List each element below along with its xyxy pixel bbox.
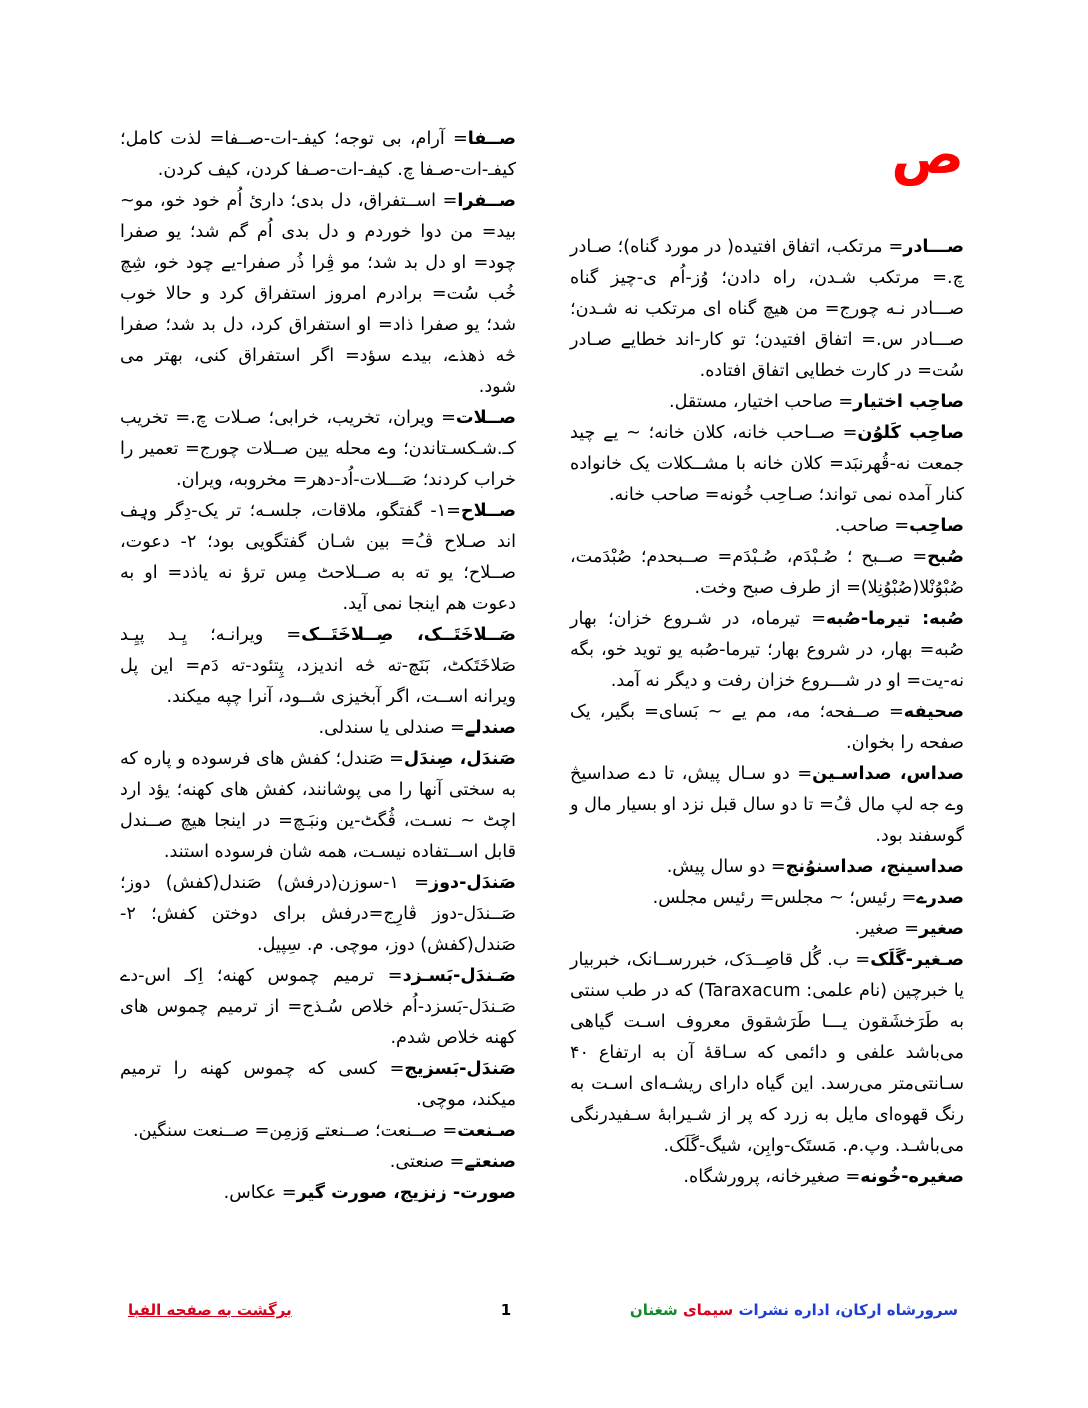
credit-publisher: اداره نشرات [738,1301,830,1319]
entry-headword: صــلاح [460,501,516,521]
dictionary-entry [570,511,964,542]
entry-definition: = صــنعت؛ صــنعتے وَزمِن= صــنعت سنگین. [133,1121,458,1141]
left-column [120,124,516,1209]
entry-headword: صُبه: تیرما-صُبه [826,609,965,629]
entry-definition: = تیرماه، در شـروع خزان؛ بهار صُبه= بهار، در شروع بهار؛ تیرما-صُبه یو تويد خو، بگه نه-یت= او در شـــروع خزان رفت و دیگر نه آمد. [570,609,964,691]
entry-headword: صحیفه [903,702,964,722]
entry-headword: صَندَل-بَسزیج [404,1059,516,1079]
dictionary-entry [570,1162,964,1193]
entry-headword: صاحِب کَلوُن [857,423,965,443]
entry-definition: = رئیس؛ ~ مجلس= رئیس مجلس. [652,888,917,908]
entry-headword: صَــلاخَتَــک، صِــلاخَتَــک [301,625,517,645]
entry-headword: صـــادر [903,237,964,257]
entry-definition: = ویرانـه؛ یِـد پیِـد صَلاخَتَکٹ، بَنَچ-ته څه اندیزد، پِتئود-ته دَم= این پل ویرانه اســت، اگر آبخیزی شــود، آنرا چپه میکند. [120,625,516,707]
entry-definition: =۱- گفتگو، ملاقات، جلسـه؛ تر یک-دِگر وہِف اند صـلاح ڤُ= بین شـان گفتگویی بود؛ ۲- دعوت، صــلاح؛ یو ته به صــلاحٹ مِس ترؤ نه یاذد= او به دعوت هم اینجا نمی آید. [120,501,516,614]
entry-headword: صغیر [918,919,964,939]
entry-headword: صنعتے [464,1152,516,1172]
entry-definition: = صاحب. [834,516,910,536]
dictionary-entry [570,852,964,883]
dictionary-entry [570,418,964,511]
entry-definition: = عکاس. [223,1183,297,1203]
dictionary-entry [120,1116,516,1147]
entry-definition: = صَندل؛ کفش های فرسوده و پاره که به سختی آنها را می پوشانند، کفش های کهنه؛ یؤد ارد اچٹ ~ نسـت، ڤُگٹ-ین ونبَـچ= در اینجا هیچ صــندل قابل اســتفاده نیسـت، همه شان فرسوده استند. [120,749,516,862]
dictionary-entry [570,697,964,759]
entry-definition: = صــفحه؛ مه، مم یے ~ بَسای= بگیر، یک صفحه را بخوان. [570,702,964,753]
back-to-alphabet-link[interactable]: برگشت به صفحه الفبا [128,1301,292,1319]
dictionary-entry [570,604,964,697]
entry-definition: = ب. گُل قاصِــدَک، خبررســانک، خبربیار یا خبرچین (نام علمی: Taraxacum) که در طب سنتی به طَرَخشَقون یـــا طَرَشقوق معروف اسـت گیاهی می‌باشد علفی و دائمی که سـاقهٔ آن به ارتفاع ۴۰ سـانتی‌متر می‌رسد. این گیاه دارای ریشـه‌ای اسـت به رنگ قهوه‌ای مایل به زرد که پر از شـیرابهٔ سـفیدرنگی می‌باشـد. وپ.م. مَستَک-وابِن، شیگ-گَلَک. [570,950,964,1156]
entry-definition: = صاحب اختیار، مستقل. [669,392,854,412]
dictionary-entry [120,1147,516,1178]
entry-definition: = صــاحب خانه، کلان خانه؛ ~ یے چید جمعت نه-قُهرنبَد= کلان خانه با مشــکلات یک خانواده کنار آمده نمی تواند؛ صـاحِب خُونه= صاحب خانه. [570,423,964,505]
entry-definition: = صغیر. [854,919,919,939]
entry-headword: صَندَل-دوز [428,873,516,893]
footer-credit [630,1297,958,1323]
dictionary-entry [120,744,516,868]
entry-headword: صـنعت [457,1121,516,1141]
entry-definition: = ترمیم چموس کهنه؛ اِکـ اس-دے صَـندَل-بَسزد-اُم خلاص سُـذج= از ترمیم چموس های کهنه خلاص شدم. [120,966,516,1048]
dictionary-entry [570,914,964,945]
entry-definition: = کسی که چموس کهنه را ترمیم میکند، موچی. [120,1059,516,1110]
entry-headword: صاحِب اختیار [853,392,964,412]
section-letter-heading: ص [891,123,964,186]
dictionary-entry [570,387,964,418]
entry-headword: صاحِب [909,516,964,536]
entry-headword: صداس، صداسـین [812,764,964,784]
entry-headword: صغیره-خُونه [860,1167,964,1187]
entry-definition: = صغیرخانه، پرورشگاه. [683,1167,861,1187]
dictionary-entry [120,961,516,1054]
page-number: 1 [500,1301,512,1319]
dictionary-entry [120,496,516,620]
right-column [570,232,964,1193]
entry-headword: صندلے [464,718,516,738]
entry-headword: صُبح [927,547,964,567]
dictionary-entry [570,542,964,604]
dictionary-entry [120,186,516,403]
dictionary-entry [120,620,516,713]
entry-headword: صــلات [455,408,516,428]
entry-definition: = ۱-سوزن(درفش) صَندل(کفش) دوز؛ صَــندَل-دوز ڤارِج=درفش برای دوختن کفش؛ ۲- صَندل(کفش) دوز، موچی. م. سِپیل. [120,873,516,955]
entry-headword: صداسینج، صداسنوُنج [785,857,964,877]
entry-headword: صـغیر-گَلَک [870,950,964,970]
entry-headword: صَندَل، صِندَل [403,749,516,769]
entry-definition: = صندلی یا سندلی. [318,718,465,738]
entry-headword: صــفرا [457,191,516,211]
entry-headword: صدرے [916,888,964,908]
entry-definition: = صنعتی. [389,1152,465,1172]
credit-brand-green: شغنان [629,1301,678,1319]
entry-definition: = دو سال پیش. [666,857,786,877]
dictionary-entry [570,232,964,387]
dictionary-entry [120,403,516,496]
entry-headword: صــفا [467,129,516,149]
dictionary-entry [120,868,516,961]
dictionary-entry [120,1054,516,1116]
dictionary-entry [120,713,516,744]
entry-definition: = ویران، تخریب، خرابی؛ صـلات چ.= تخریب کـ.شـکسـتاندن؛ وے محله یین صــلات چورج= تعمیر را خراب کردند؛ صَـــلات-اُد-دهر= مخروبه، ویران. [120,408,516,490]
dictionary-entry [570,945,964,1162]
entry-definition: = مرتکب، اتفاق افتیده( در مورد گناه)؛ صـادر چ.= مرتکب شـدن، راه دادن؛ وُز-اُم ی-چیز گناه صـــادر نـه چورج= من هیچ گناه ای مرتکب نه شـدن؛ صـــادر س.= اتفاق افتیدن؛ تو کار-اند خطایے صـادر سُت= در کارت خطایی اتفاق افتاده. [570,237,964,381]
entry-definition: = دو سـال پیش، تا دے صداسیڅ وے جه لپ مال ڤُ= تا دو سال قبل نزد او بسیار مال و گوسفند بود. [570,764,964,846]
entry-headword: صورت- زنزیج، صورت گیر [296,1183,516,1203]
dictionary-entry [570,759,964,852]
credit-author: سرورشاه ارکان، [834,1301,958,1319]
entry-definition: = صــبح ؛ صُـبْدَم، صُـبْدَم= صــبحدم؛ صُبْدَمت، صُبْوُنْلا(صُبْوُنِلا)= از طرف صبح وخت. [570,547,964,598]
entry-headword: صَـندَل-بَسـزد [402,966,516,986]
dictionary-entry [570,883,964,914]
entry-definition: = اســتفراق، دل بدی؛ داریٔ اُم خود خو، مو~ بید= من دوا خوردم و دل بدی اُم گم شد؛ یو صفرا چود= او دل بد شد؛ مو ڤِرا ذُر صفرا-یے چود خو، شِچ خُب سُت= برادرم امروز استفراق کرد و حالا خوب شد؛ یو صفرا ذاد= او استفراق کرد، دل بد شد؛ صفرا څه ذهذے، بیدے سؤد= اگر استفراق کنی، بهتر می شود. [120,191,516,397]
dictionary-entry [120,1178,516,1209]
entry-definition: = آرام، بی توجه؛ کیفـ-ات-صــفا= لذت کامل؛ کیفـ-ات-صـفا چ. کیفـ-ات-صـفا کردن، کیف کردن. [120,129,516,180]
credit-brand-red: سیمای [682,1301,734,1319]
dictionary-entry [120,124,516,186]
